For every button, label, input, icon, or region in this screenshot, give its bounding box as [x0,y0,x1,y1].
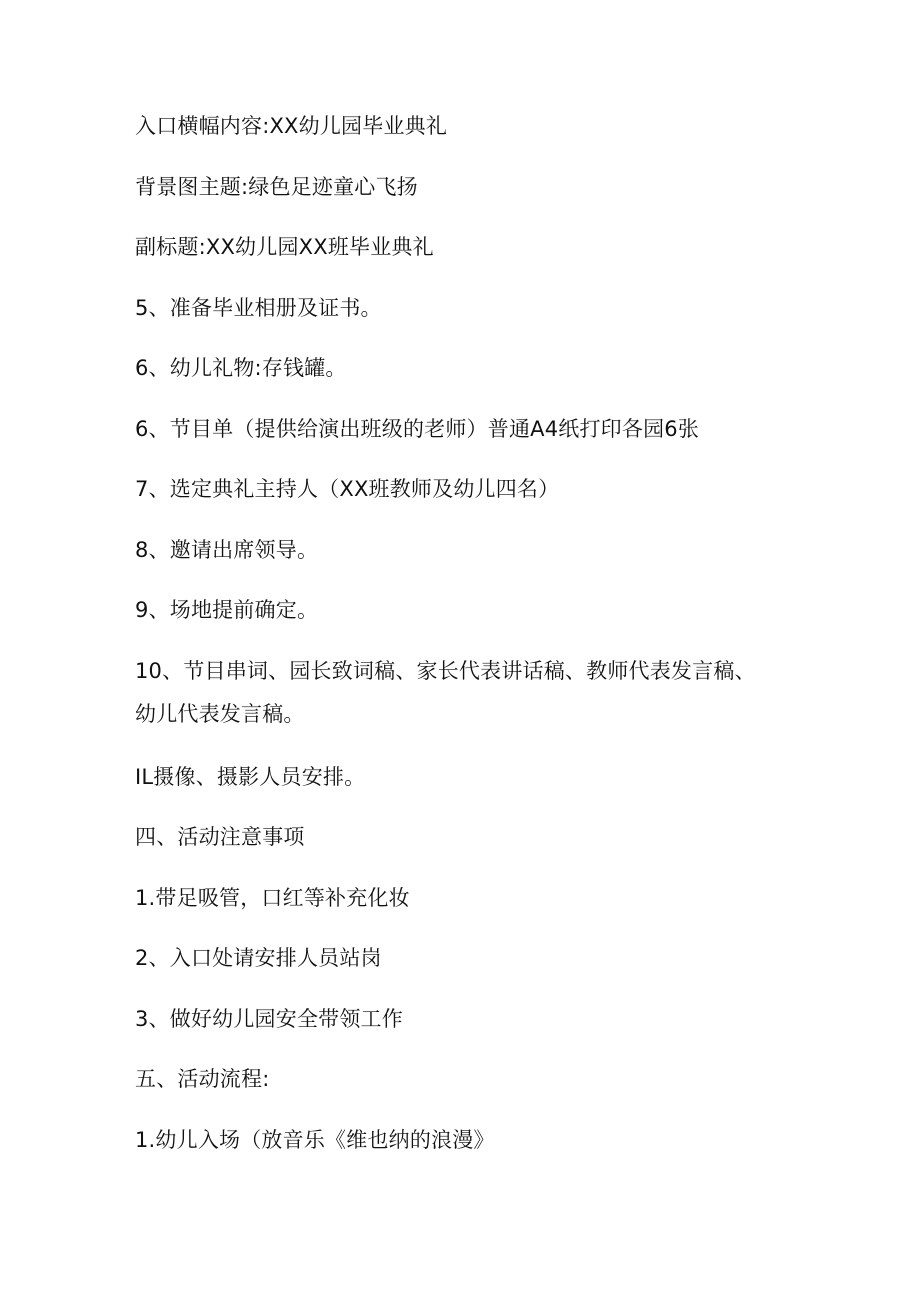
text-line-item-11: IL摄像、摄影人员安排。 [135,764,366,789]
text-line-subtitle: 副标题:XX幼儿园XX班毕业典礼 [135,235,434,259]
text-line-item-6-gift: 6、幼儿礼物:存钱罐。 [135,356,347,380]
text-line-item-7: 7、选定典礼主持人（XX班教师及幼儿四名） [135,477,560,501]
text-line-note-2: 2、入口处请安排人员站岗 [135,946,382,970]
section-heading-notes: 四、活动注意事项 [135,825,305,849]
text-line-entrance-banner: 入口横幅内容:XX幼儿园毕业典礼 [135,114,448,138]
text-line-item-5: 5、准备毕业相册及证书。 [135,295,382,320]
text-line-item-9: 9、场地提前确定。 [135,598,319,622]
section-heading-process: 五、活动流程: [135,1067,270,1091]
text-line-item-10-continued: 幼儿代表发言稿。 [135,701,305,726]
text-line-process-1: 1.幼儿入场（放音乐《维也纳的浪漫》 [135,1127,495,1152]
text-line-item-10: 10、节目串词、园长致词稿、家长代表讲话稿、教师代表发言稿、 [135,658,756,683]
text-line-item-6-program: 6、节目单（提供给演出班级的老师）普通A4纸打印各园6张 [135,416,700,441]
text-line-note-3: 3、做好幼儿园安全带领工作 [135,1006,403,1031]
document-body [135,112,835,1186]
text-line-note-1: 1.带足吸管，口红等补充化妆 [135,885,410,910]
text-line-item-8: 8、邀请出席领导。 [135,537,319,562]
text-line-background-theme: 背景图主题:绿色足迹童心飞扬 [135,174,418,199]
